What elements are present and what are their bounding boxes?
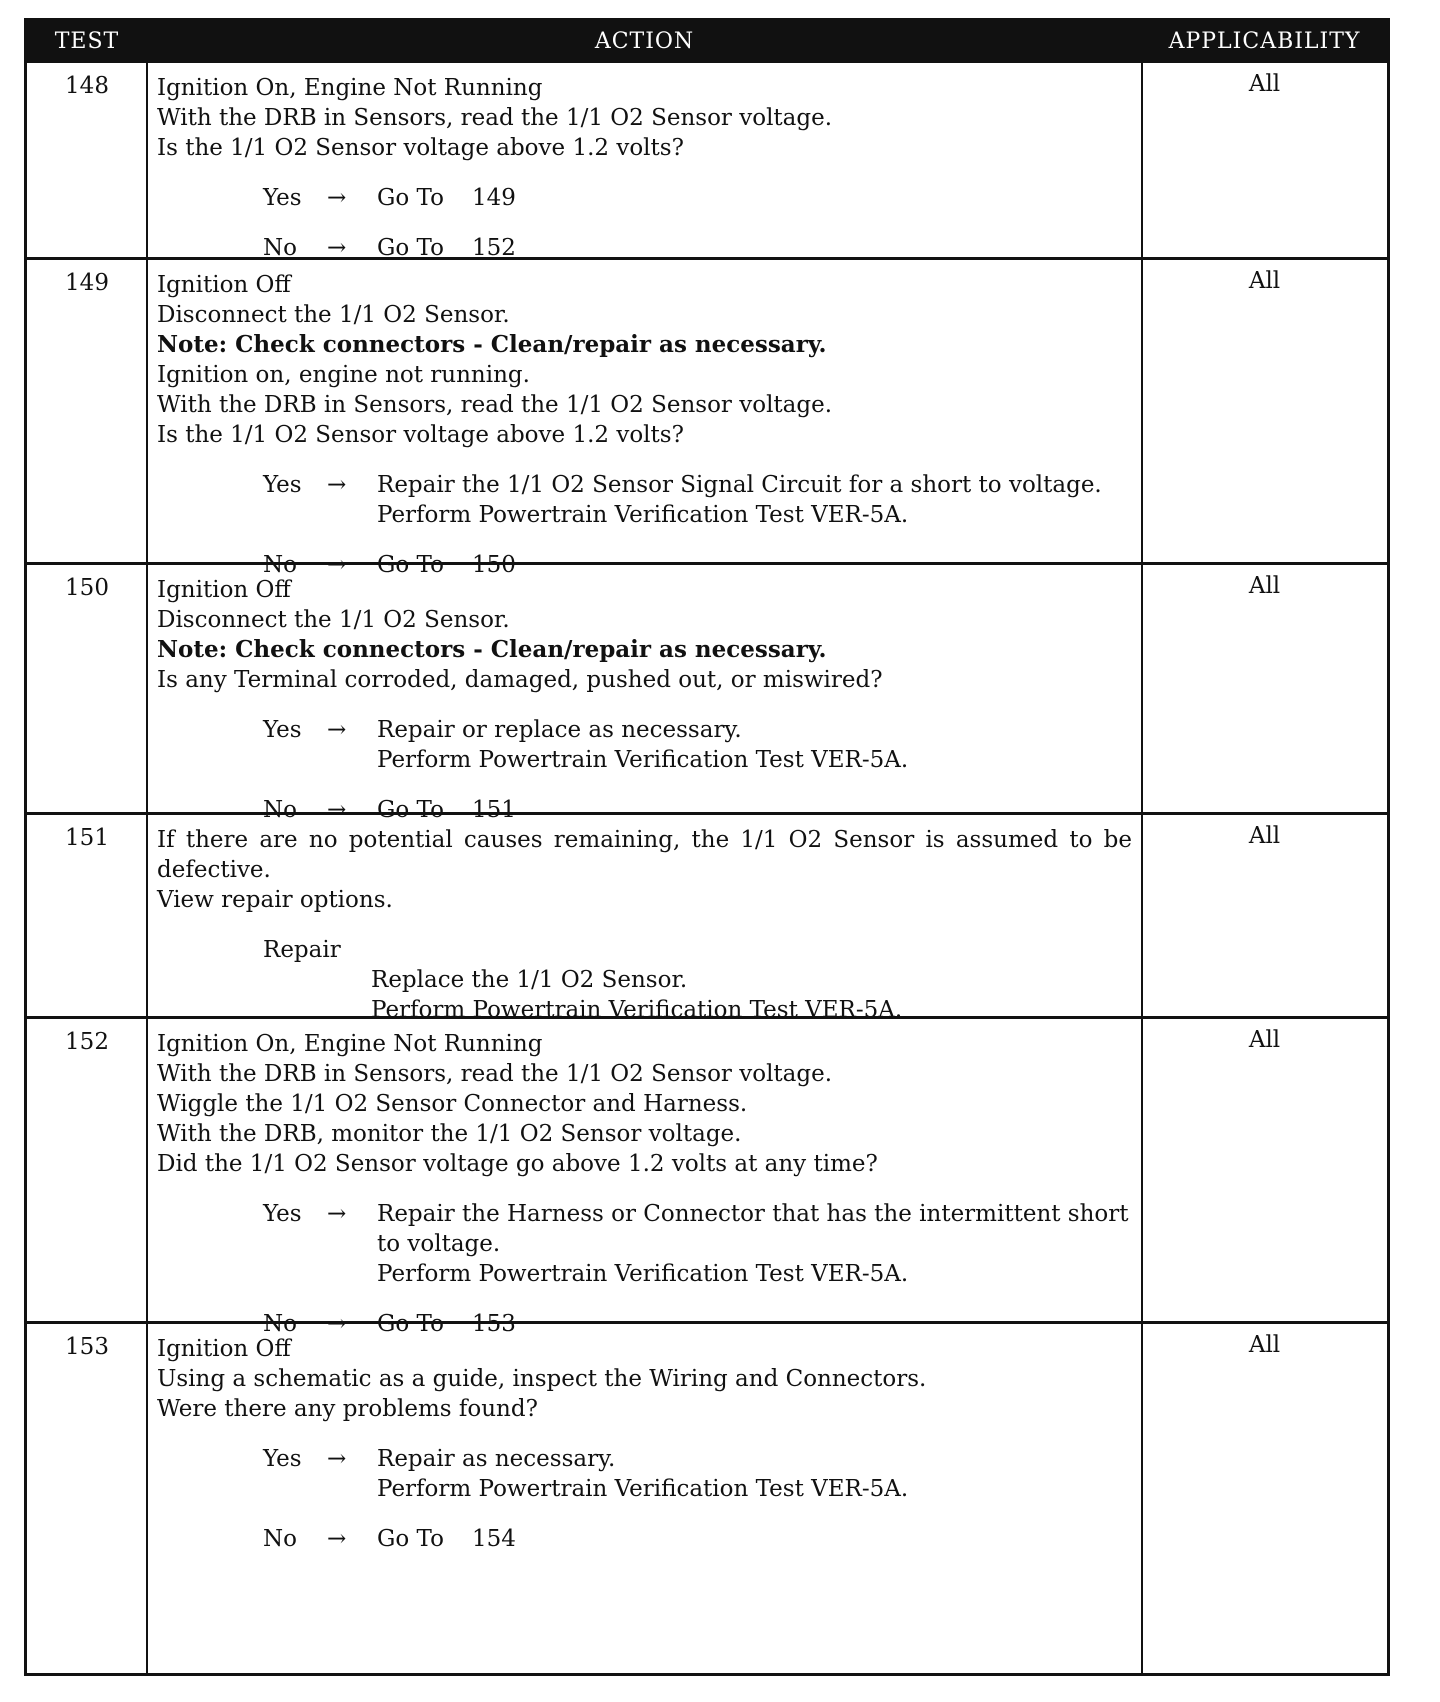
applicability-value: All [1248, 1027, 1281, 1053]
action-line: Using a schematic as a guide, inspect the Wiring and Connectors. [157, 1366, 927, 1392]
no-label: No [263, 235, 297, 261]
yes-option [157, 183, 1132, 213]
table-row-152 [27, 1016, 1387, 1337]
no-label: No [263, 552, 297, 578]
applicability-value: All [1248, 268, 1281, 294]
action-line: With the DRB, monitor the 1/1 O2 Sensor voltage. [157, 1121, 742, 1147]
verification-link[interactable]: Perform Powertrain Verification Test VER-5A. [371, 997, 903, 1023]
arrow-right-icon: → [327, 472, 347, 498]
action-line: Is the 1/1 O2 Sensor voltage above 1.2 volts? [157, 422, 684, 448]
go-to-test-link[interactable]: 150 [472, 552, 516, 578]
go-to-label: Go To [377, 185, 444, 211]
yes-option [157, 1444, 1132, 1504]
action-line: Wiggle the 1/1 O2 Sensor Connector and Harness. [157, 1091, 748, 1117]
repair-label: Repair [263, 937, 341, 963]
arrow-right-icon: → [327, 717, 347, 743]
header-applicability: APPLICABILITY [1168, 29, 1361, 54]
action-line: With the DRB in Sensors, read the 1/1 O2 Sensor voltage. [157, 105, 833, 131]
go-to-test-link[interactable]: 153 [472, 1311, 516, 1337]
applicability-value: All [1248, 823, 1281, 849]
table-row-151 [27, 812, 1387, 1023]
action-paragraph: If there are no potential causes remaining, the 1/1 O2 Sensor is assumed to be defective. [157, 827, 1132, 883]
table-header [27, 21, 1387, 63]
action-line: Were there any problems found? [157, 1396, 538, 1422]
test-number: 148 [65, 73, 109, 99]
header-action: ACTION [594, 29, 695, 54]
arrow-right-icon: → [327, 235, 347, 261]
yes-action-text-continued: to voltage. [377, 1231, 501, 1257]
action-line: Disconnect the 1/1 O2 Sensor. [157, 607, 510, 633]
no-option [157, 1524, 1132, 1554]
no-label: No [263, 1311, 297, 1337]
action-line: With the DRB in Sensors, read the 1/1 O2 Sensor voltage. [157, 1061, 833, 1087]
yes-option [157, 470, 1132, 530]
action-cell [157, 270, 1132, 580]
action-line: Is the 1/1 O2 Sensor voltage above 1.2 volts? [157, 135, 684, 161]
action-cell [157, 825, 1132, 1025]
yes-action-text: Repair the Harness or Connector that has the intermittent short [377, 1201, 1129, 1227]
no-label: No [263, 1526, 297, 1552]
table-row-148 [27, 63, 1387, 261]
go-to-test-link[interactable]: 154 [472, 1526, 516, 1552]
action-cell [157, 1334, 1132, 1554]
test-number: 150 [65, 575, 109, 601]
verification-link[interactable]: Perform Powertrain Verification Test VER-5A. [377, 1261, 909, 1287]
action-cell [157, 73, 1132, 263]
applicability-value: All [1248, 1332, 1281, 1358]
verification-link[interactable]: Perform Powertrain Verification Test VER-5A. [377, 1476, 909, 1502]
applicability-value: All [1248, 573, 1281, 599]
action-line: Disconnect the 1/1 O2 Sensor. [157, 302, 510, 328]
diagnostic-test-table [24, 18, 1390, 1676]
arrow-right-icon: → [327, 1526, 347, 1552]
yes-label: Yes [263, 472, 302, 498]
arrow-right-icon: → [327, 552, 347, 578]
go-to-label: Go To [377, 797, 444, 823]
go-to-test-link[interactable]: 151 [472, 797, 516, 823]
yes-label: Yes [263, 1446, 302, 1472]
action-line: With the DRB in Sensors, read the 1/1 O2 Sensor voltage. [157, 392, 833, 418]
test-number: 153 [65, 1334, 109, 1360]
go-to-label: Go To [377, 552, 444, 578]
go-to-test-link[interactable]: 149 [472, 185, 516, 211]
table-row-153 [27, 1321, 1387, 1673]
action-cell [157, 1029, 1132, 1339]
action-line: Ignition On, Engine Not Running [157, 75, 543, 101]
action-line: Ignition on, engine not running. [157, 362, 530, 388]
no-label: No [263, 797, 297, 823]
go-to-label: Go To [377, 235, 444, 261]
arrow-right-icon: → [327, 1311, 347, 1337]
action-line: Did the 1/1 O2 Sensor voltage go above 1.2 volts at any time? [157, 1151, 878, 1177]
note-line: Note: Check connectors - Clean/repair as necessary. [157, 636, 827, 663]
yes-label: Yes [263, 717, 302, 743]
test-number: 151 [65, 825, 109, 851]
yes-action-text: Repair the 1/1 O2 Sensor Signal Circuit for a short to voltage. [377, 472, 1102, 498]
applicability-value: All [1248, 71, 1281, 97]
go-to-test-link[interactable]: 152 [472, 235, 516, 261]
arrow-right-icon: → [327, 1446, 347, 1472]
arrow-right-icon: → [327, 797, 347, 823]
yes-label: Yes [263, 185, 302, 211]
go-to-label: Go To [377, 1311, 444, 1337]
verification-link[interactable]: Perform Powertrain Verification Test VER-5A. [377, 502, 909, 528]
action-line: View repair options. [157, 887, 393, 913]
arrow-right-icon: → [327, 185, 347, 211]
header-test: TEST [54, 29, 120, 54]
test-number: 149 [65, 270, 109, 296]
test-number: 152 [65, 1029, 109, 1055]
table-row-149 [27, 257, 1387, 578]
yes-action-text: Repair or replace as necessary. [377, 717, 742, 743]
go-to-label: Go To [377, 1526, 444, 1552]
action-line: Ignition Off [157, 1336, 291, 1362]
verification-link[interactable]: Perform Powertrain Verification Test VER-5A. [377, 747, 909, 773]
note-line: Note: Check connectors - Clean/repair as necessary. [157, 331, 827, 358]
yes-action-text: Repair as necessary. [377, 1446, 616, 1472]
action-line: Ignition Off [157, 577, 291, 603]
action-line: Ignition Off [157, 272, 291, 298]
arrow-right-icon: → [327, 1201, 347, 1227]
action-line: Is any Terminal corroded, damaged, pushed out, or miswired? [157, 667, 883, 693]
yes-option [157, 715, 1132, 775]
action-line: Ignition On, Engine Not Running [157, 1031, 543, 1057]
yes-option [157, 1199, 1132, 1289]
yes-label: Yes [263, 1201, 302, 1227]
action-cell [157, 575, 1132, 825]
repair-action-text: Replace the 1/1 O2 Sensor. [371, 967, 688, 993]
table-row-150 [27, 562, 1387, 823]
